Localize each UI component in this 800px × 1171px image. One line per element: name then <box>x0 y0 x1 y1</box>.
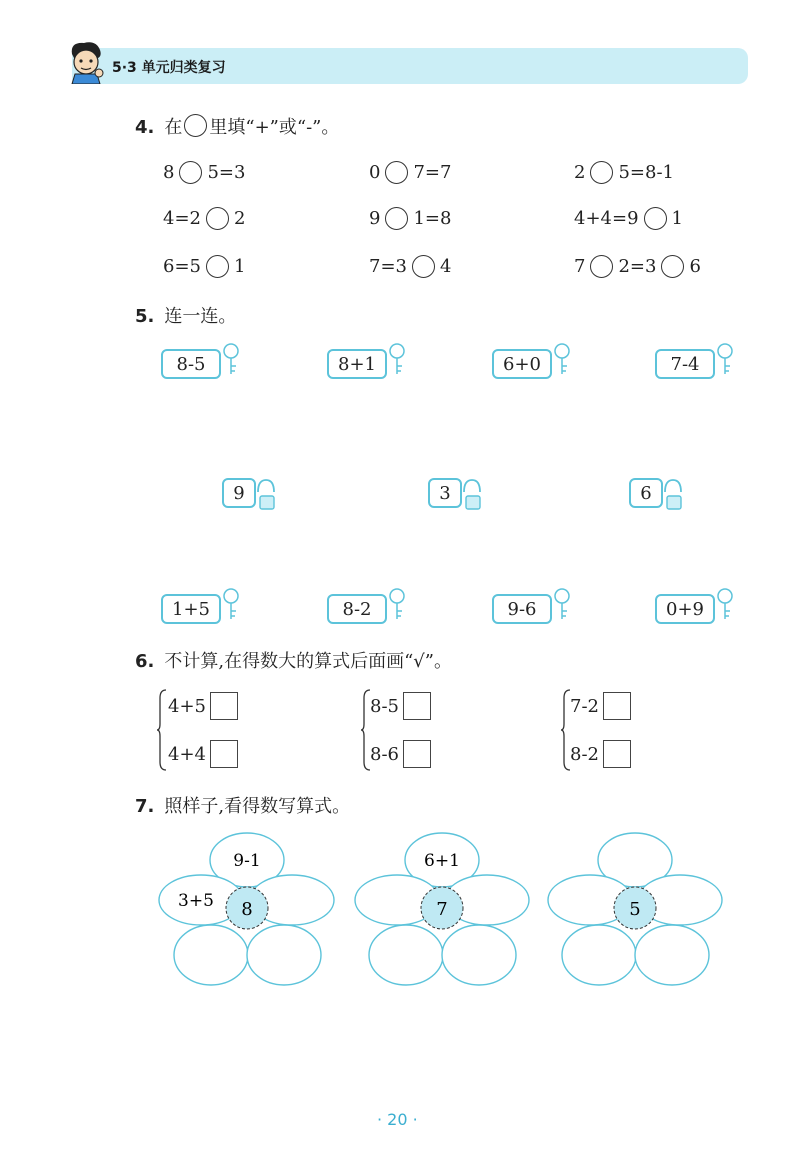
q4-equation <box>574 207 683 230</box>
expression-text: 8-6 <box>370 743 399 765</box>
check-box[interactable] <box>403 692 431 720</box>
key-icon <box>386 342 408 378</box>
key-icon <box>714 342 736 378</box>
page-number: · 20 · <box>377 1110 418 1129</box>
eq-part: 0 <box>369 162 381 183</box>
flower-center-number: 5 <box>629 899 641 920</box>
q4-equation <box>163 161 245 184</box>
petal-expression: 6+1 <box>424 851 460 871</box>
q4-title-text-1: 在 <box>164 117 183 138</box>
lock-card[interactable]: 6 <box>629 478 663 508</box>
eq-part: 4+4=9 <box>574 208 639 229</box>
q5-title <box>135 302 236 328</box>
key-icon <box>714 587 736 623</box>
answer-circle[interactable] <box>206 255 229 278</box>
padlock-icon <box>458 476 486 512</box>
flower-center-number: 7 <box>436 899 448 920</box>
compare-expression <box>370 692 431 720</box>
key-icon <box>551 587 573 623</box>
answer-circle[interactable] <box>385 207 408 230</box>
eq-part: 9 <box>369 208 381 229</box>
key-card[interactable]: 1+5 <box>161 594 221 624</box>
check-box[interactable] <box>403 740 431 768</box>
petal-bottom-left[interactable] <box>174 925 248 985</box>
q7-number: 7. <box>135 796 155 817</box>
q4-equation <box>163 207 245 230</box>
key-icon <box>551 342 573 378</box>
padlock-icon <box>252 476 280 512</box>
q4-equation <box>369 161 451 184</box>
eq-part: 2 <box>234 208 246 229</box>
q4-number: 4. <box>135 117 155 138</box>
compare-expression <box>168 740 238 768</box>
q4-title <box>135 113 339 139</box>
eq-part: 2 <box>574 162 586 183</box>
flower <box>355 833 529 985</box>
petal-bottom-right[interactable] <box>247 925 321 985</box>
q5-number: 5. <box>135 306 155 327</box>
q6-title <box>135 647 452 673</box>
check-box[interactable] <box>603 740 631 768</box>
eq-part: 2=3 <box>618 256 657 277</box>
key-card[interactable]: 6+0 <box>492 349 552 379</box>
eq-part: 5=8-1 <box>618 162 674 183</box>
flower <box>548 833 722 985</box>
check-box[interactable] <box>210 692 238 720</box>
q4-equation <box>369 255 451 278</box>
key-icon <box>220 342 242 378</box>
eq-part: 8 <box>163 162 175 183</box>
flower-center-number: 8 <box>241 899 253 920</box>
boy-mascot-icon <box>66 40 106 84</box>
q5-title-text: 连一连。 <box>164 306 237 327</box>
key-icon <box>220 587 242 623</box>
expression-text: 8-2 <box>570 743 599 765</box>
eq-part: 7 <box>574 256 586 277</box>
answer-circle[interactable] <box>179 161 202 184</box>
key-card[interactable]: 8-2 <box>327 594 387 624</box>
eq-part: 6=5 <box>163 256 201 277</box>
eq-part: 7=3 <box>369 256 407 277</box>
petal-expression: 3+5 <box>178 891 214 911</box>
q6-number: 6. <box>135 651 155 672</box>
q4-equation <box>369 207 451 230</box>
expression-text: 4+5 <box>168 695 206 717</box>
lock-card[interactable]: 3 <box>428 478 462 508</box>
eq-part: 4 <box>440 256 452 277</box>
expression-text: 7-2 <box>570 695 599 717</box>
key-card[interactable]: 8+1 <box>327 349 387 379</box>
circle-icon <box>184 114 207 137</box>
key-card[interactable]: 9-6 <box>492 594 552 624</box>
q6-title-text: 不计算,在得数大的算式后面画“√”。 <box>164 651 452 672</box>
answer-circle[interactable] <box>661 255 684 278</box>
key-card[interactable]: 0+9 <box>655 594 715 624</box>
answer-circle[interactable] <box>644 207 667 230</box>
q4-equation <box>574 161 674 184</box>
eq-part: 4=2 <box>163 208 201 229</box>
petal-bottom-right[interactable] <box>442 925 516 985</box>
q7-title-text: 照样子,看得数写算式。 <box>164 796 351 817</box>
answer-circle[interactable] <box>590 161 613 184</box>
compare-expression <box>570 692 631 720</box>
header-title: 5·3 单元归类复习 <box>112 60 226 76</box>
answer-circle[interactable] <box>385 161 408 184</box>
lock-card[interactable]: 9 <box>222 478 256 508</box>
key-icon <box>386 587 408 623</box>
q7-title <box>135 792 350 818</box>
padlock-icon <box>659 476 687 512</box>
petal-bottom-left[interactable] <box>562 925 636 985</box>
check-box[interactable] <box>210 740 238 768</box>
brace-icon <box>156 688 168 772</box>
q4-equation <box>574 255 701 278</box>
check-box[interactable] <box>603 692 631 720</box>
eq-part: 1=8 <box>413 208 452 229</box>
eq-part: 7=7 <box>413 162 452 183</box>
expression-text: 4+4 <box>168 743 206 765</box>
petal-bottom-right[interactable] <box>635 925 709 985</box>
key-card[interactable]: 7-4 <box>655 349 715 379</box>
answer-circle[interactable] <box>590 255 613 278</box>
eq-part: 1 <box>234 256 246 277</box>
eq-part: 5=3 <box>207 162 246 183</box>
answer-circle[interactable] <box>206 207 229 230</box>
petal-bottom-left[interactable] <box>369 925 443 985</box>
expression-text: 8-5 <box>370 695 399 717</box>
q4-equation <box>163 255 245 278</box>
eq-part: 6 <box>689 256 701 277</box>
answer-circle[interactable] <box>412 255 435 278</box>
q4-title-text-2: 里填“+”或“-”。 <box>209 117 340 138</box>
compare-expression <box>370 740 431 768</box>
compare-expression <box>168 692 238 720</box>
eq-part: 1 <box>671 208 683 229</box>
key-card[interactable]: 8-5 <box>161 349 221 379</box>
petal-expression: 9-1 <box>233 851 261 871</box>
compare-expression <box>570 740 631 768</box>
flowers-diagram <box>0 820 800 1000</box>
flower <box>159 833 334 985</box>
